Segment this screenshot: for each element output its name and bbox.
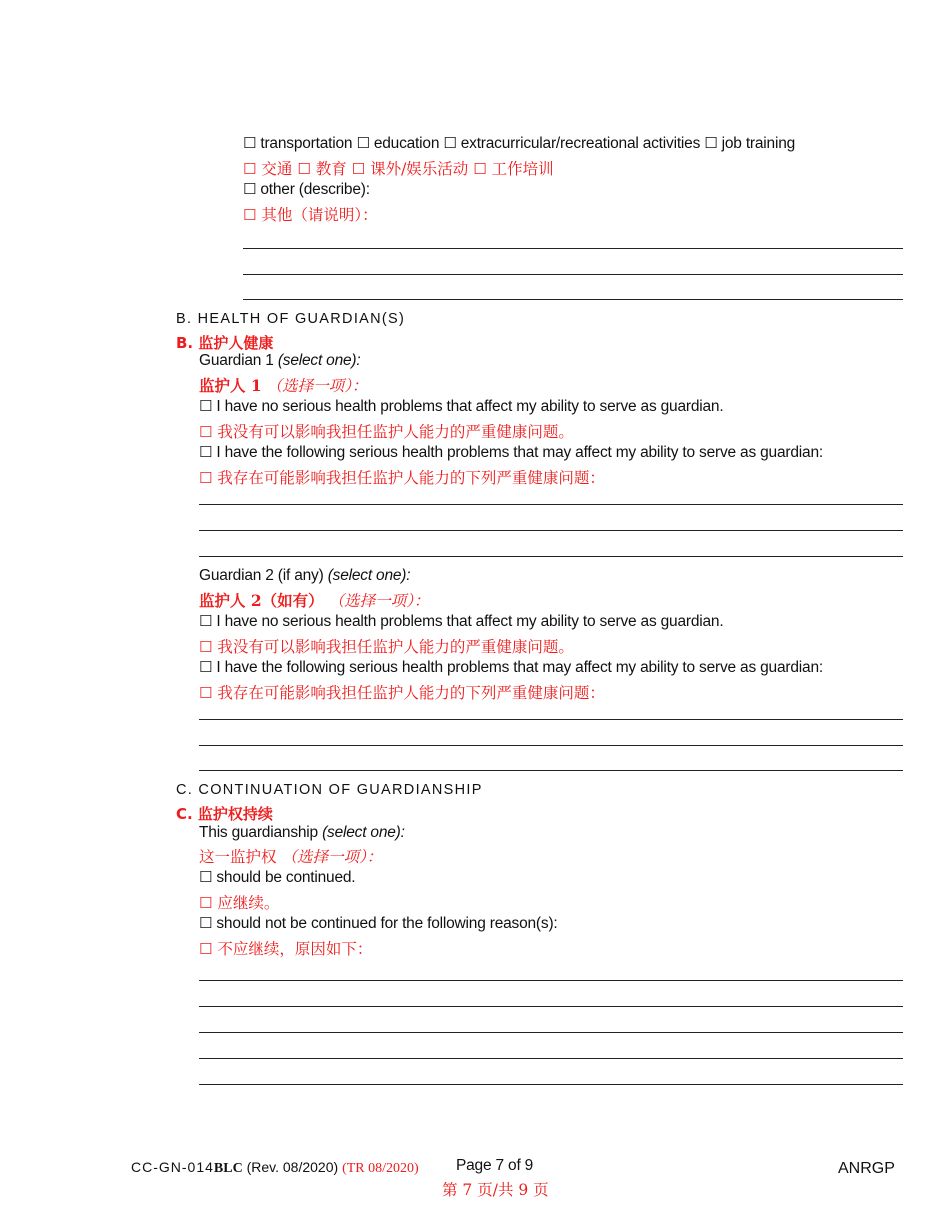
transportation-label-zh: 交通 — [261, 160, 293, 178]
select-one-hint: (select one): — [322, 824, 405, 841]
not-continue-checkbox[interactable]: ☐ — [199, 914, 213, 932]
reason-line-4[interactable] — [199, 1058, 903, 1059]
activity-options-en — [243, 134, 795, 153]
guardianship-intro-text-zh: 这一监护权 — [199, 848, 277, 866]
other-label-zh: 其他（请说明）： — [261, 206, 378, 224]
g2-no-problems-label: I have no serious health problems that affect my ability to serve as guardian. — [216, 613, 724, 630]
g1-problems-option — [199, 443, 823, 462]
other-describe-line-3[interactable] — [243, 299, 903, 300]
g2-problems-checkbox[interactable]: ☐ — [199, 658, 213, 676]
g2-no-problems-label-zh: 我没有可以影响我担任监护人能力的严重健康问题。 — [217, 638, 574, 656]
reason-line-3[interactable] — [199, 1032, 903, 1033]
g2-no-problems-option — [199, 612, 723, 631]
checkbox-zh: ☐ — [199, 423, 213, 441]
job-training-label: job training — [721, 135, 796, 152]
checkbox-zh: ☐ — [243, 160, 257, 178]
other-option-zh — [243, 203, 378, 225]
page-number-zh: 第 7 页/共 9 页 — [442, 1181, 549, 1199]
g1-no-problems-checkbox[interactable]: ☐ — [199, 397, 213, 415]
guardianship-intro-text: This guardianship — [199, 824, 318, 841]
form-id — [131, 1159, 419, 1177]
checkbox-zh: ☐ — [243, 206, 257, 224]
reason-line-2[interactable] — [199, 1006, 903, 1007]
not-continue-option-zh — [199, 937, 372, 959]
g2-no-problems-option-zh — [199, 635, 574, 657]
g1-problems-line-1[interactable] — [199, 504, 903, 505]
g1-problems-line-3[interactable] — [199, 556, 903, 557]
g1-problems-checkbox[interactable]: ☐ — [199, 443, 213, 461]
education-label: education — [373, 135, 440, 152]
checkbox-zh: ☐ — [297, 160, 311, 178]
section-b-heading-zh: B. 监护人健康 — [176, 334, 274, 352]
education-label-zh: 教育 — [315, 160, 347, 178]
g1-problems-label-zh: 我存在可能影响我担任监护人能力的下列严重健康问题： — [217, 469, 605, 487]
guardian-1-text: Guardian 1 — [199, 352, 274, 369]
g2-problems-line-1[interactable] — [199, 719, 903, 720]
transportation-label: transportation — [260, 135, 353, 152]
g1-problems-line-2[interactable] — [199, 530, 903, 531]
guardian-1-label — [199, 352, 361, 370]
reason-line-5[interactable] — [199, 1084, 903, 1085]
form-revision: (Rev. 08/2020) — [246, 1159, 339, 1175]
g1-problems-label: I have the following serious health problems that may affect my ability to serve as guardian: — [216, 444, 823, 461]
section-c-heading-zh: C. 监护权持续 — [176, 805, 273, 823]
g2-problems-line-2[interactable] — [199, 745, 903, 746]
guardian-2-text-zh: 监护人 2（如有） — [199, 591, 324, 610]
g1-problems-option-zh — [199, 466, 605, 488]
g2-no-problems-checkbox[interactable]: ☐ — [199, 612, 213, 630]
g1-no-problems-option-zh — [199, 420, 574, 442]
select-one-hint-zh: （选择一项）： — [266, 377, 368, 395]
g1-no-problems-label: I have no serious health problems that affect my ability to serve as guardian. — [216, 398, 724, 415]
guardian-1-text-zh: 监护人 1 — [199, 376, 262, 395]
extracurricular-label: extracurricular/recreational activities — [460, 135, 701, 152]
section-b-heading: B. HEALTH OF GUARDIAN(S) — [176, 311, 406, 327]
not-continue-label-zh: 不应继续，原因如下： — [217, 940, 373, 958]
checkbox-zh: ☐ — [199, 638, 213, 656]
extracurricular-checkbox[interactable]: ☐ — [443, 134, 457, 152]
continue-label-zh: 应继续。 — [217, 894, 280, 912]
translation-revision: (TR 08/2020) — [342, 1161, 419, 1176]
select-one-hint-zh: （选择一项）： — [328, 592, 430, 610]
form-suffix: BLC — [213, 1161, 243, 1176]
continue-option — [199, 868, 355, 887]
select-one-hint-zh: （选择一项）： — [281, 848, 383, 866]
guardian-1-label-zh — [199, 374, 367, 396]
guardian-2-text: Guardian 2 (if any) — [199, 567, 324, 584]
extracurricular-label-zh: 课外/娱乐活动 — [370, 160, 469, 178]
select-one-hint: (select one): — [277, 352, 361, 369]
other-label: other (describe): — [260, 181, 370, 198]
g2-problems-line-3[interactable] — [199, 770, 903, 771]
job-training-label-zh: 工作培训 — [491, 160, 554, 178]
guardianship-intro — [199, 824, 405, 842]
checkbox-zh: ☐ — [199, 894, 213, 912]
section-c-heading: C. CONTINUATION OF GUARDIANSHIP — [176, 782, 483, 798]
reason-line-1[interactable] — [199, 980, 903, 981]
other-option — [243, 180, 370, 199]
form-code: CC-GN-014 — [131, 1159, 214, 1175]
checkbox-zh: ☐ — [473, 160, 487, 178]
continue-option-zh — [199, 891, 279, 913]
other-describe-line-1[interactable] — [243, 248, 903, 249]
g2-problems-option-zh — [199, 681, 605, 703]
select-one-hint: (select one): — [327, 567, 411, 584]
g2-problems-label: I have the following serious health problems that may affect my ability to serve as guardian: — [216, 659, 823, 676]
page-number: Page 7 of 9 — [456, 1157, 534, 1174]
g2-problems-option — [199, 658, 823, 677]
g1-no-problems-option — [199, 397, 723, 416]
other-checkbox[interactable]: ☐ — [243, 180, 257, 198]
checkbox-zh: ☐ — [199, 469, 213, 487]
education-checkbox[interactable]: ☐ — [356, 134, 370, 152]
other-describe-line-2[interactable] — [243, 274, 903, 275]
guardian-2-label — [199, 567, 410, 585]
continue-label: should be continued. — [216, 869, 356, 886]
guardianship-intro-zh — [199, 845, 382, 867]
g1-no-problems-label-zh: 我没有可以影响我担任监护人能力的严重健康问题。 — [217, 423, 574, 441]
checkbox-zh: ☐ — [199, 940, 213, 958]
checkbox-zh: ☐ — [199, 684, 213, 702]
form-code-anrgp: ANRGP — [838, 1160, 895, 1177]
guardian-2-label-zh — [199, 589, 429, 611]
activity-options-zh — [243, 157, 554, 179]
transportation-checkbox[interactable]: ☐ — [243, 134, 257, 152]
not-continue-label: should not be continued for the following reason(s): — [216, 915, 558, 932]
checkbox-zh: ☐ — [351, 160, 366, 178]
not-continue-option — [199, 914, 558, 933]
job-training-checkbox[interactable]: ☐ — [704, 134, 718, 152]
continue-checkbox[interactable]: ☐ — [199, 868, 213, 886]
g2-problems-label-zh: 我存在可能影响我担任监护人能力的下列严重健康问题： — [217, 684, 605, 702]
